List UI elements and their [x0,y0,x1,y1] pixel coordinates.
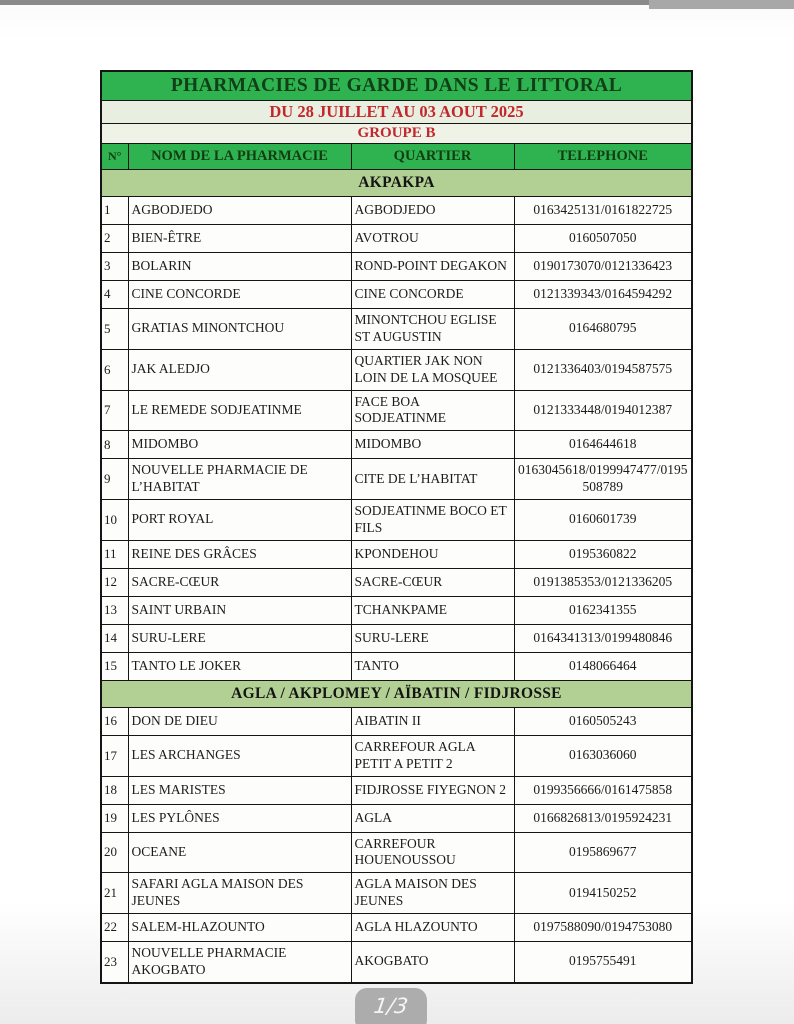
telephone: 0195360822 [514,540,692,568]
table-row [101,776,692,804]
row-number: 14 [101,624,128,652]
table-row [101,459,692,500]
quartier: ROND-POINT DEGAKON [351,253,514,281]
pharmacy-name: MIDOMBO [128,431,351,459]
quartier: CARREFOUR AGLA PETIT A PETIT 2 [351,735,514,776]
pharmacy-table [100,70,693,984]
table-row [101,197,692,225]
table-row [101,624,692,652]
row-number: 8 [101,431,128,459]
row-number: 4 [101,281,128,309]
date-range: DU 28 JUILLET AU 03 AOUT 2025 [101,101,692,124]
pharmacy-name: LES PYLÔNES [128,804,351,832]
table-row [101,652,692,680]
quartier: FIDJROSSE FIYEGNON 2 [351,776,514,804]
telephone: 0162341355 [514,596,692,624]
telephone: 0121339343/0164594292 [514,281,692,309]
pharmacy-name: REINE DES GRÂCES [128,540,351,568]
quartier: CARREFOUR HOUENOUSSOU [351,832,514,873]
quartier: CINE CONCORDE [351,281,514,309]
pharmacy-name: AGBODJEDO [128,197,351,225]
row-number: 20 [101,832,128,873]
table-row [101,309,692,350]
row-number: 19 [101,804,128,832]
row-number: 2 [101,225,128,253]
telephone: 0121333448/0194012387 [514,390,692,431]
quartier: AGLA [351,804,514,832]
page-indicator[interactable] [355,988,427,1024]
group-row [101,124,692,144]
telephone: 0160507050 [514,225,692,253]
pharmacy-name: SAINT URBAIN [128,596,351,624]
quartier: KPONDEHOU [351,540,514,568]
column-header-row [101,144,692,170]
telephone: 0164680795 [514,309,692,350]
quartier: QUARTIER JAK NON LOIN DE LA MOSQUEE [351,349,514,390]
table-row [101,914,692,942]
pharmacy-name: SALEM-HLAZOUNTO [128,914,351,942]
page-title: PHARMACIES DE GARDE DANS LE LITTORAL [101,71,692,101]
telephone: 0163425131/0161822725 [514,197,692,225]
table-row [101,390,692,431]
quartier: SURU-LERE [351,624,514,652]
row-number: 9 [101,459,128,500]
telephone: 0199356666/0161475858 [514,776,692,804]
quartier: AGBODJEDO [351,197,514,225]
table-row [101,253,692,281]
table-row [101,540,692,568]
telephone: 0197588090/0194753080 [514,914,692,942]
quartier: AKOGBATO [351,942,514,983]
quartier: MIDOMBO [351,431,514,459]
row-number: 17 [101,735,128,776]
row-number: 13 [101,596,128,624]
telephone: 0195755491 [514,942,692,983]
telephone: 0194150252 [514,873,692,914]
table-row [101,596,692,624]
table-row [101,431,692,459]
telephone: 0121336403/0194587575 [514,349,692,390]
pharmacy-name: LE REMEDE SODJEATINME [128,390,351,431]
group-label: GROUPE B [101,124,692,144]
section-header: AKPAKPA [101,170,692,197]
table-row [101,735,692,776]
row-number: 23 [101,942,128,983]
subtitle-row [101,101,692,124]
row-number: 6 [101,349,128,390]
pharmacy-name: DON DE DIEU [128,707,351,735]
section-row [101,680,692,707]
quartier: TANTO [351,652,514,680]
table-row [101,281,692,309]
pharmacy-name: GRATIAS MINONTCHOU [128,309,351,350]
quartier: TCHANKPAME [351,596,514,624]
row-number: 22 [101,914,128,942]
pharmacy-name: OCEANE [128,832,351,873]
pharmacy-name: BIEN-ÊTRE [128,225,351,253]
table-row [101,942,692,983]
quartier: CITE DE L’HABITAT [351,459,514,500]
col-header-number: N° [101,144,128,170]
table-row [101,225,692,253]
quartier: SODJEATINME BOCO ET FILS [351,500,514,541]
row-number: 7 [101,390,128,431]
pharmacy-name: NOUVELLE PHARMACIE DE L’HABITAT [128,459,351,500]
section-row [101,170,692,197]
section-header: AGLA / AKPLOMEY / AÏBATIN / FIDJROSSE [101,680,692,707]
title-row [101,71,692,101]
table-row [101,568,692,596]
pharmacy-name: TANTO LE JOKER [128,652,351,680]
telephone: 0191385353/0121336205 [514,568,692,596]
pharmacy-name: CINE CONCORDE [128,281,351,309]
telephone: 0190173070/0121336423 [514,253,692,281]
pharmacy-name: JAK ALEDJO [128,349,351,390]
top-bar-corner [649,0,794,9]
col-header-quartier: QUARTIER [351,144,514,170]
row-number: 10 [101,500,128,541]
quartier: AVOTROU [351,225,514,253]
quartier: AGLA MAISON DES JEUNES [351,873,514,914]
document-page [100,70,691,984]
pharmacy-name: PORT ROYAL [128,500,351,541]
telephone: 0148066464 [514,652,692,680]
col-header-telephone: TELEPHONE [514,144,692,170]
quartier: SACRE-CŒUR [351,568,514,596]
quartier: AGLA HLAZOUNTO [351,914,514,942]
quartier: MINONTCHOU EGLISE ST AUGUSTIN [351,309,514,350]
row-number: 12 [101,568,128,596]
telephone: 0164341313/0199480846 [514,624,692,652]
pharmacy-name: NOUVELLE PHARMACIE AKOGBATO [128,942,351,983]
table-row [101,832,692,873]
telephone: 0163045618/0199947477/0195508789 [514,459,692,500]
table-row [101,873,692,914]
row-number: 3 [101,253,128,281]
telephone: 0166826813/0195924231 [514,804,692,832]
quartier: FACE BOA SODJEATINME [351,390,514,431]
telephone: 0164644618 [514,431,692,459]
telephone: 0160601739 [514,500,692,541]
table-row [101,707,692,735]
table-row [101,804,692,832]
row-number: 5 [101,309,128,350]
pharmacy-name: SACRE-CŒUR [128,568,351,596]
quartier: AIBATIN II [351,707,514,735]
row-number: 15 [101,652,128,680]
pharmacy-name: SURU-LERE [128,624,351,652]
page-indicator-label: 1/3 [372,994,410,1018]
row-number: 1 [101,197,128,225]
telephone: 0195869677 [514,832,692,873]
pharmacy-name: LES ARCHANGES [128,735,351,776]
telephone: 0160505243 [514,707,692,735]
table-row [101,500,692,541]
pharmacy-name: SAFARI AGLA MAISON DES JEUNES [128,873,351,914]
row-number: 18 [101,776,128,804]
pharmacy-name: BOLARIN [128,253,351,281]
row-number: 21 [101,873,128,914]
row-number: 16 [101,707,128,735]
pharmacy-name: LES MARISTES [128,776,351,804]
col-header-name: NOM DE LA PHARMACIE [128,144,351,170]
table-row [101,349,692,390]
telephone: 0163036060 [514,735,692,776]
row-number: 11 [101,540,128,568]
